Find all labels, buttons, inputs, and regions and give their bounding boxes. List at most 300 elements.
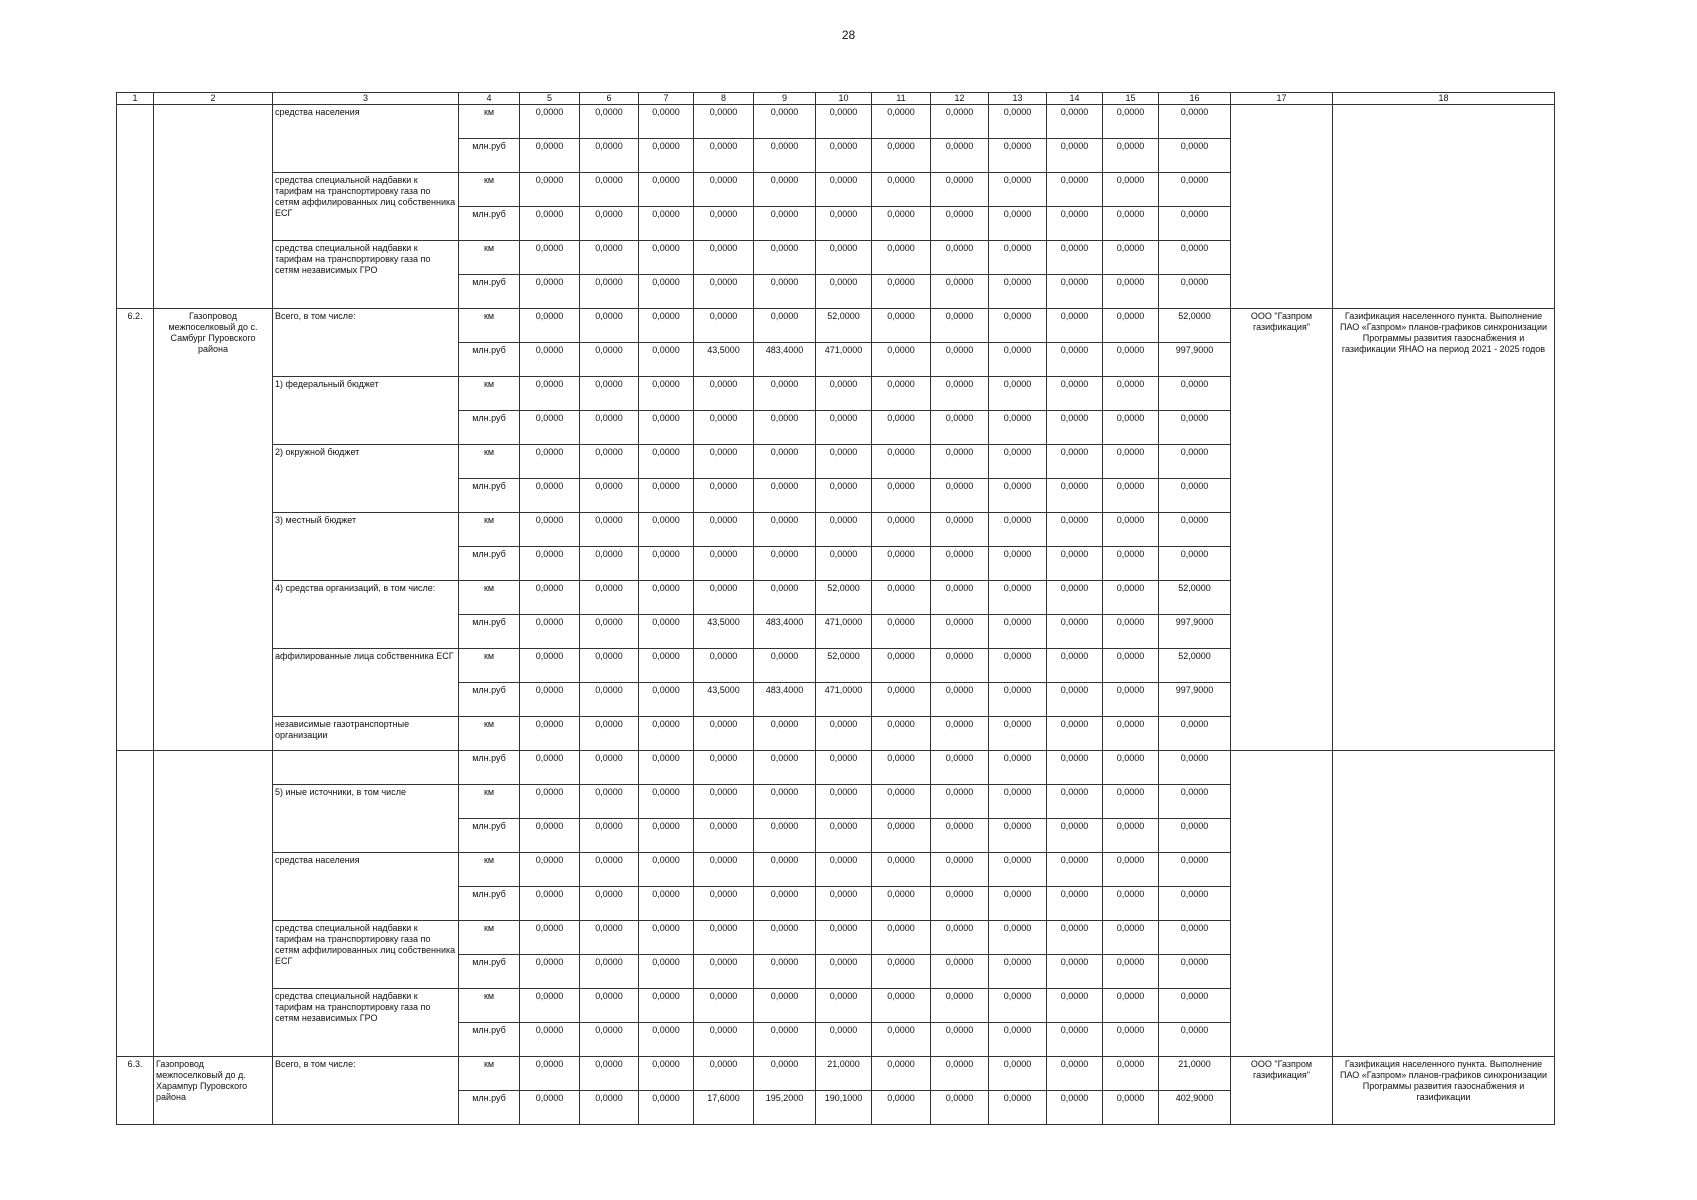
value-cell: 0,0000	[580, 105, 639, 139]
unit-cell: млн.руб	[459, 751, 520, 785]
value-cell: 0,0000	[872, 853, 931, 887]
value-cell: 483,4000	[754, 683, 816, 717]
value-cell: 0,0000	[580, 479, 639, 513]
value-cell: 0,0000	[816, 921, 872, 955]
value-cell: 0,0000	[580, 445, 639, 479]
value-cell: 0,0000	[989, 921, 1047, 955]
value-cell: 0,0000	[1103, 1091, 1159, 1125]
value-cell: 0,0000	[872, 479, 931, 513]
value-cell: 0,0000	[1159, 785, 1231, 819]
value-cell: 0,0000	[580, 411, 639, 445]
value-cell: 0,0000	[931, 343, 989, 377]
value-cell: 0,0000	[816, 105, 872, 139]
value-cell: 0,0000	[989, 683, 1047, 717]
value-cell: 0,0000	[872, 785, 931, 819]
value-cell: 0,0000	[872, 343, 931, 377]
value-cell: 0,0000	[639, 717, 694, 751]
value-cell: 0,0000	[580, 717, 639, 751]
header-cell: 2	[154, 93, 273, 105]
value-cell: 0,0000	[1047, 615, 1103, 649]
value-cell: 0,0000	[931, 921, 989, 955]
value-cell: 0,0000	[1047, 717, 1103, 751]
value-cell: 471,0000	[816, 683, 872, 717]
value-cell: 0,0000	[872, 683, 931, 717]
value-cell: 0,0000	[816, 411, 872, 445]
value-cell: 0,0000	[1047, 309, 1103, 343]
value-cell: 0,0000	[1103, 683, 1159, 717]
value-cell: 0,0000	[1047, 581, 1103, 615]
value-cell: 0,0000	[989, 1057, 1047, 1091]
value-cell: 0,0000	[639, 921, 694, 955]
value-cell: 0,0000	[989, 275, 1047, 309]
unit-cell: км	[459, 581, 520, 615]
value-cell: 0,0000	[1159, 105, 1231, 139]
value-cell: 0,0000	[639, 343, 694, 377]
value-cell: 0,0000	[1047, 649, 1103, 683]
value-cell: 0,0000	[694, 1057, 754, 1091]
value-cell: 0,0000	[872, 887, 931, 921]
value-cell: 0,0000	[989, 989, 1047, 1023]
value-cell: 0,0000	[816, 955, 872, 989]
value-cell: 0,0000	[754, 173, 816, 207]
value-cell: 0,0000	[989, 853, 1047, 887]
value-cell: 0,0000	[639, 207, 694, 241]
value-cell: 0,0000	[931, 513, 989, 547]
value-cell: 0,0000	[694, 207, 754, 241]
value-cell: 0,0000	[1103, 853, 1159, 887]
value-cell: 0,0000	[1159, 241, 1231, 275]
source-label-cell: средства населения	[273, 853, 459, 921]
value-cell: 0,0000	[989, 819, 1047, 853]
value-cell: 0,0000	[580, 921, 639, 955]
value-cell: 0,0000	[580, 581, 639, 615]
value-cell: 52,0000	[816, 649, 872, 683]
unit-cell: млн.руб	[459, 955, 520, 989]
value-cell: 0,0000	[520, 751, 580, 785]
source-label-cell: средства специальной надбавки к тарифам на транспортировку газа по сетям независимых ГРО	[273, 989, 459, 1057]
value-cell: 52,0000	[1159, 309, 1231, 343]
value-cell: 0,0000	[694, 513, 754, 547]
value-cell: 0,0000	[816, 751, 872, 785]
value-cell: 0,0000	[754, 581, 816, 615]
value-cell: 0,0000	[639, 547, 694, 581]
value-cell: 0,0000	[816, 513, 872, 547]
value-cell: 0,0000	[694, 445, 754, 479]
unit-cell: км	[459, 717, 520, 751]
value-cell: 0,0000	[754, 955, 816, 989]
unit-cell: млн.руб	[459, 479, 520, 513]
value-cell: 0,0000	[754, 411, 816, 445]
value-cell: 0,0000	[931, 207, 989, 241]
value-cell: 0,0000	[816, 241, 872, 275]
value-cell: 0,0000	[989, 479, 1047, 513]
value-cell: 0,0000	[989, 615, 1047, 649]
header-row	[117, 93, 1555, 105]
unit-cell: км	[459, 445, 520, 479]
value-cell: 0,0000	[931, 785, 989, 819]
value-cell: 0,0000	[754, 717, 816, 751]
value-cell: 0,0000	[872, 921, 931, 955]
value-cell: 0,0000	[1159, 207, 1231, 241]
value-cell: 0,0000	[754, 1057, 816, 1091]
value-cell: 0,0000	[580, 955, 639, 989]
unit-cell: км	[459, 513, 520, 547]
object-name-cell: Газопровод межпоселковый до с. Самбург Пуровского района	[154, 309, 273, 751]
value-cell: 0,0000	[520, 377, 580, 411]
header-cell: 3	[273, 93, 459, 105]
value-cell: 0,0000	[989, 955, 1047, 989]
value-cell: 0,0000	[1103, 377, 1159, 411]
value-cell: 0,0000	[639, 649, 694, 683]
header-cell: 15	[1103, 93, 1159, 105]
value-cell: 0,0000	[694, 955, 754, 989]
value-cell: 0,0000	[580, 785, 639, 819]
value-cell: 0,0000	[580, 241, 639, 275]
value-cell: 17,6000	[694, 1091, 754, 1125]
value-cell: 0,0000	[639, 887, 694, 921]
value-cell: 402,9000	[1159, 1091, 1231, 1125]
value-cell: 0,0000	[520, 819, 580, 853]
item-number-cell: 6.3.	[117, 1057, 154, 1125]
value-cell: 0,0000	[1103, 955, 1159, 989]
value-cell: 0,0000	[816, 717, 872, 751]
value-cell: 0,0000	[1159, 275, 1231, 309]
value-cell: 0,0000	[1047, 445, 1103, 479]
value-cell: 0,0000	[1103, 275, 1159, 309]
source-label-cell	[273, 751, 459, 785]
header-cell: 5	[520, 93, 580, 105]
value-cell: 0,0000	[816, 479, 872, 513]
header-cell: 17	[1231, 93, 1333, 105]
value-cell: 0,0000	[1103, 581, 1159, 615]
value-cell: 0,0000	[1103, 309, 1159, 343]
value-cell: 0,0000	[1047, 853, 1103, 887]
value-cell: 0,0000	[816, 1023, 872, 1057]
value-cell: 0,0000	[1159, 547, 1231, 581]
value-cell: 0,0000	[520, 683, 580, 717]
value-cell: 0,0000	[931, 241, 989, 275]
value-cell: 0,0000	[694, 377, 754, 411]
header-cell: 14	[1047, 93, 1103, 105]
value-cell: 0,0000	[639, 411, 694, 445]
table-row	[117, 751, 1555, 785]
value-cell: 0,0000	[694, 275, 754, 309]
unit-cell: км	[459, 105, 520, 139]
unit-cell: млн.руб	[459, 887, 520, 921]
value-cell: 471,0000	[816, 343, 872, 377]
value-cell: 0,0000	[989, 581, 1047, 615]
value-cell: 0,0000	[989, 785, 1047, 819]
value-cell: 0,0000	[1159, 921, 1231, 955]
value-cell: 0,0000	[1047, 887, 1103, 921]
value-cell: 0,0000	[931, 1057, 989, 1091]
value-cell: 0,0000	[816, 275, 872, 309]
value-cell: 0,0000	[989, 445, 1047, 479]
value-cell: 0,0000	[639, 683, 694, 717]
value-cell: 0,0000	[520, 887, 580, 921]
value-cell: 0,0000	[694, 853, 754, 887]
value-cell: 0,0000	[520, 649, 580, 683]
header-cell: 4	[459, 93, 520, 105]
value-cell: 0,0000	[872, 275, 931, 309]
value-cell: 0,0000	[754, 309, 816, 343]
value-cell: 0,0000	[989, 717, 1047, 751]
value-cell: 0,0000	[1103, 547, 1159, 581]
value-cell: 0,0000	[694, 751, 754, 785]
value-cell: 0,0000	[520, 343, 580, 377]
value-cell: 0,0000	[639, 853, 694, 887]
value-cell: 0,0000	[1047, 1057, 1103, 1091]
value-cell: 0,0000	[816, 989, 872, 1023]
value-cell: 0,0000	[989, 377, 1047, 411]
value-cell: 0,0000	[639, 445, 694, 479]
item-number-cell: 6.2.	[117, 309, 154, 751]
object-name-cell	[154, 751, 273, 1057]
value-cell: 0,0000	[816, 819, 872, 853]
value-cell: 0,0000	[694, 479, 754, 513]
value-cell: 0,0000	[1159, 445, 1231, 479]
value-cell: 0,0000	[872, 377, 931, 411]
value-cell: 0,0000	[694, 241, 754, 275]
value-cell: 0,0000	[520, 275, 580, 309]
source-label-cell: Всего, в том числе:	[273, 1057, 459, 1125]
value-cell: 0,0000	[694, 819, 754, 853]
value-cell: 0,0000	[931, 105, 989, 139]
unit-cell: км	[459, 309, 520, 343]
value-cell: 0,0000	[754, 649, 816, 683]
executor-cell	[1231, 105, 1333, 309]
unit-cell: млн.руб	[459, 411, 520, 445]
value-cell: 52,0000	[816, 581, 872, 615]
value-cell: 0,0000	[872, 445, 931, 479]
value-cell: 0,0000	[1047, 411, 1103, 445]
value-cell: 0,0000	[639, 377, 694, 411]
value-cell: 0,0000	[694, 785, 754, 819]
value-cell: 0,0000	[872, 955, 931, 989]
value-cell: 0,0000	[931, 377, 989, 411]
value-cell: 52,0000	[1159, 649, 1231, 683]
value-cell: 0,0000	[639, 1091, 694, 1125]
source-label-cell: средства специальной надбавки к тарифам на транспортировку газа по сетям аффилированных лиц собственника ЕСГ	[273, 921, 459, 989]
value-cell: 0,0000	[931, 139, 989, 173]
note-cell	[1333, 105, 1555, 309]
value-cell: 0,0000	[520, 173, 580, 207]
value-cell: 0,0000	[520, 717, 580, 751]
value-cell: 0,0000	[1103, 751, 1159, 785]
value-cell: 21,0000	[816, 1057, 872, 1091]
value-cell: 0,0000	[1047, 105, 1103, 139]
value-cell: 0,0000	[1103, 887, 1159, 921]
value-cell: 0,0000	[754, 377, 816, 411]
value-cell: 0,0000	[754, 853, 816, 887]
note-cell: Газификация населенного пункта. Выполнение ПАО «Газпром» планов-графиков синхронизации Программы развития газоснабжения и газификации	[1333, 1057, 1555, 1125]
value-cell: 0,0000	[754, 139, 816, 173]
value-cell: 0,0000	[754, 785, 816, 819]
value-cell: 0,0000	[872, 513, 931, 547]
value-cell: 0,0000	[1047, 683, 1103, 717]
value-cell: 0,0000	[639, 1057, 694, 1091]
unit-cell: км	[459, 785, 520, 819]
value-cell: 0,0000	[816, 207, 872, 241]
value-cell: 0,0000	[1103, 717, 1159, 751]
value-cell: 0,0000	[931, 1023, 989, 1057]
value-cell: 0,0000	[989, 547, 1047, 581]
unit-cell: млн.руб	[459, 547, 520, 581]
program-table	[116, 92, 1555, 1125]
value-cell: 0,0000	[754, 819, 816, 853]
value-cell: 0,0000	[872, 173, 931, 207]
value-cell: 0,0000	[1159, 751, 1231, 785]
value-cell: 0,0000	[580, 751, 639, 785]
executor-cell: ООО "Газпром газификация"	[1231, 1057, 1333, 1125]
value-cell: 0,0000	[694, 921, 754, 955]
value-cell: 0,0000	[1103, 649, 1159, 683]
value-cell: 0,0000	[1047, 1023, 1103, 1057]
value-cell: 0,0000	[694, 139, 754, 173]
header-cell: 8	[694, 93, 754, 105]
unit-cell: км	[459, 377, 520, 411]
value-cell: 0,0000	[754, 105, 816, 139]
value-cell: 0,0000	[872, 1023, 931, 1057]
unit-cell: млн.руб	[459, 1091, 520, 1125]
value-cell: 0,0000	[1047, 275, 1103, 309]
value-cell: 471,0000	[816, 615, 872, 649]
unit-cell: млн.руб	[459, 343, 520, 377]
value-cell: 0,0000	[989, 411, 1047, 445]
unit-cell: млн.руб	[459, 1023, 520, 1057]
value-cell: 0,0000	[1159, 513, 1231, 547]
value-cell: 0,0000	[816, 853, 872, 887]
value-cell: 0,0000	[580, 547, 639, 581]
value-cell: 0,0000	[754, 513, 816, 547]
value-cell: 0,0000	[639, 819, 694, 853]
unit-cell: км	[459, 989, 520, 1023]
value-cell: 0,0000	[872, 615, 931, 649]
header-cell: 1	[117, 93, 154, 105]
value-cell: 0,0000	[1103, 207, 1159, 241]
value-cell: 0,0000	[931, 819, 989, 853]
value-cell: 0,0000	[931, 275, 989, 309]
unit-cell: млн.руб	[459, 275, 520, 309]
value-cell: 0,0000	[816, 445, 872, 479]
value-cell: 0,0000	[580, 1091, 639, 1125]
value-cell: 0,0000	[754, 1023, 816, 1057]
value-cell: 0,0000	[520, 1057, 580, 1091]
value-cell: 0,0000	[1159, 989, 1231, 1023]
value-cell: 0,0000	[872, 717, 931, 751]
value-cell: 0,0000	[931, 989, 989, 1023]
value-cell: 0,0000	[520, 241, 580, 275]
value-cell: 0,0000	[872, 1057, 931, 1091]
value-cell: 0,0000	[694, 989, 754, 1023]
note-cell	[1333, 751, 1555, 1057]
header-cell: 16	[1159, 93, 1231, 105]
value-cell: 0,0000	[1103, 343, 1159, 377]
value-cell: 483,4000	[754, 615, 816, 649]
value-cell: 0,0000	[1103, 513, 1159, 547]
value-cell: 0,0000	[989, 105, 1047, 139]
value-cell: 0,0000	[816, 887, 872, 921]
value-cell: 0,0000	[639, 581, 694, 615]
value-cell: 0,0000	[754, 445, 816, 479]
value-cell: 0,0000	[754, 547, 816, 581]
value-cell: 0,0000	[694, 309, 754, 343]
value-cell: 0,0000	[872, 1091, 931, 1125]
value-cell: 0,0000	[639, 139, 694, 173]
value-cell: 0,0000	[1103, 785, 1159, 819]
value-cell: 0,0000	[872, 309, 931, 343]
value-cell: 0,0000	[580, 309, 639, 343]
object-name-cell	[154, 105, 273, 309]
value-cell: 0,0000	[872, 547, 931, 581]
value-cell: 0,0000	[872, 139, 931, 173]
value-cell: 43,5000	[694, 343, 754, 377]
value-cell: 0,0000	[989, 513, 1047, 547]
value-cell: 0,0000	[931, 309, 989, 343]
header-cell: 12	[931, 93, 989, 105]
value-cell: 0,0000	[816, 785, 872, 819]
value-cell: 0,0000	[989, 139, 1047, 173]
value-cell: 0,0000	[520, 989, 580, 1023]
value-cell: 0,0000	[931, 479, 989, 513]
value-cell: 0,0000	[754, 241, 816, 275]
value-cell: 0,0000	[580, 513, 639, 547]
value-cell: 0,0000	[1103, 445, 1159, 479]
value-cell: 0,0000	[931, 955, 989, 989]
value-cell: 0,0000	[931, 581, 989, 615]
value-cell: 0,0000	[1159, 717, 1231, 751]
value-cell: 0,0000	[520, 921, 580, 955]
value-cell: 0,0000	[639, 955, 694, 989]
value-cell: 0,0000	[580, 649, 639, 683]
value-cell: 0,0000	[989, 649, 1047, 683]
value-cell: 0,0000	[1047, 819, 1103, 853]
value-cell: 0,0000	[639, 989, 694, 1023]
value-cell: 0,0000	[989, 887, 1047, 921]
value-cell: 0,0000	[520, 1023, 580, 1057]
value-cell: 0,0000	[639, 615, 694, 649]
value-cell: 0,0000	[694, 649, 754, 683]
value-cell: 0,0000	[639, 1023, 694, 1057]
header-cell: 10	[816, 93, 872, 105]
value-cell: 0,0000	[1159, 139, 1231, 173]
unit-cell: млн.руб	[459, 615, 520, 649]
value-cell: 0,0000	[931, 445, 989, 479]
source-label-cell: Всего, в том числе:	[273, 309, 459, 377]
value-cell: 0,0000	[1047, 241, 1103, 275]
unit-cell: км	[459, 853, 520, 887]
value-cell: 0,0000	[931, 615, 989, 649]
value-cell: 0,0000	[580, 343, 639, 377]
value-cell: 0,0000	[1047, 479, 1103, 513]
value-cell: 0,0000	[816, 547, 872, 581]
value-cell: 0,0000	[1047, 377, 1103, 411]
header-cell: 13	[989, 93, 1047, 105]
value-cell: 0,0000	[639, 275, 694, 309]
value-cell: 0,0000	[1103, 479, 1159, 513]
value-cell: 0,0000	[639, 173, 694, 207]
value-cell: 0,0000	[580, 275, 639, 309]
unit-cell: млн.руб	[459, 207, 520, 241]
value-cell: 0,0000	[1103, 173, 1159, 207]
unit-cell: млн.руб	[459, 683, 520, 717]
value-cell: 0,0000	[639, 513, 694, 547]
value-cell: 0,0000	[639, 105, 694, 139]
value-cell: 0,0000	[816, 139, 872, 173]
value-cell: 0,0000	[754, 887, 816, 921]
value-cell: 0,0000	[694, 105, 754, 139]
value-cell: 997,9000	[1159, 615, 1231, 649]
